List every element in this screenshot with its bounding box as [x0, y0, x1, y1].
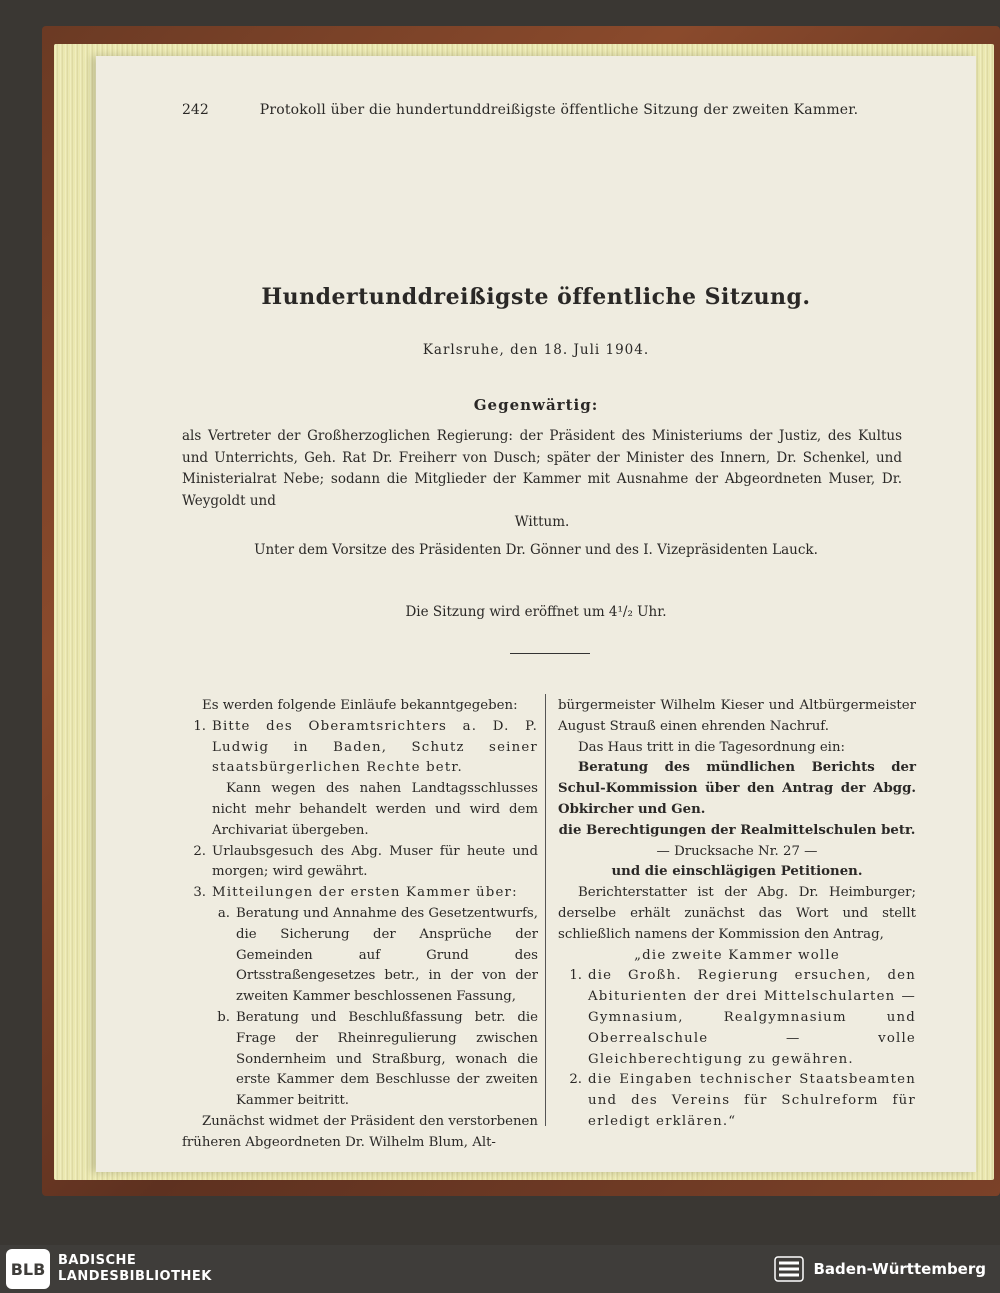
motion-item	[558, 1070, 916, 1132]
bw-branding[interactable]	[773, 1255, 986, 1283]
item-continuation: Kann wegen des nahen Landtagsschlusses nicht mehr behandelt werden und wird dem Archivariat übergeben.	[212, 781, 538, 838]
item-text: die Eingaben technischer Staatsbeamten und des Vereins für Schulreform für erledigt erklären.“	[588, 1072, 916, 1129]
item-text: Mitteilungen der ersten Kammer über:	[212, 885, 518, 901]
agenda-line: Das Haus tritt in die Tagesordnung ein:	[578, 739, 845, 755]
item-text: die Großh. Regierung ersuchen, den Abiturienten der drei Mittelschularten — Gymnasium, Realgymnasium und Oberrealschule — volle Gleichberechtigung zu gewähren.	[588, 968, 916, 1067]
blb-name-line1: BADISCHE	[58, 1253, 137, 1268]
blb-logo: BLB	[6, 1249, 50, 1289]
blb-name	[58, 1253, 212, 1285]
bw-label: Baden-Württemberg	[813, 1260, 986, 1278]
present-heading: Gegenwärtig:	[473, 396, 599, 414]
document-page	[96, 56, 976, 1172]
list-item	[182, 842, 538, 884]
right-column	[558, 696, 916, 1133]
item-number: 2.	[193, 843, 206, 859]
presidency-line: Unter dem Vorsitze des Präsidenten Dr. Gönner und des I. Vizepräsidenten Lauck.	[254, 542, 818, 558]
present-text: als Vertreter der Großherzoglichen Regierung: der Präsident des Ministeriums der Justiz, des Kultus und Unterrichts, Geh. Rat Dr. Freiherr von Dusch; später der Minister des Innern, Dr. Schenkel, und Ministerialrat Nebe; sodann die Mitglieder der Kammer mit Ausnahme der Abgeordneten Muser, Dr. Weygoldt und	[182, 428, 902, 509]
report-subject: die Berechtigungen der Realmittelschulen betr.	[558, 822, 916, 838]
petitions-line: und die einschlägigen Petitionen.	[611, 864, 863, 880]
item-number: 2.	[569, 1072, 582, 1088]
left-column	[182, 696, 538, 1154]
motion-item	[558, 966, 916, 1070]
section-divider	[510, 653, 590, 654]
list-item	[182, 883, 538, 904]
item-number: 1.	[569, 968, 582, 984]
running-title: Protokoll über die hundertunddreißigste öffentliche Sitzung der zweiten Kammer.	[259, 102, 859, 118]
column-divider	[545, 694, 546, 1126]
item-text: Bitte des Oberamtsrichters a. D. P. Ludwig in Baden, Schutz seiner staatsbürgerlichen Rechte betr.	[212, 718, 538, 776]
list-subitem	[182, 904, 538, 1008]
drucksache-line: — Drucksache Nr. 27 —	[656, 843, 818, 859]
item-letter: b.	[217, 1009, 230, 1025]
item-number: 3.	[193, 885, 206, 901]
item-text: Beratung und Beschlußfassung betr. die Frage der Rheinregulierung zwischen Sondernheim und Straßburg, wonach die erste Kammer dem Beschlusse der zweiten Kammer beitritt.	[236, 1009, 538, 1109]
viewer-footer	[0, 1245, 1000, 1293]
blb-branding[interactable]	[6, 1249, 212, 1289]
memorial-continuation: bürgermeister Wilhelm Kieser und Altbürgermeister August Strauß einen ehrenden Nachruf.	[558, 698, 916, 734]
lions-icon	[773, 1255, 805, 1283]
opening-line: Die Sitzung wird eröffnet um 4¹/₂ Uhr.	[405, 604, 667, 620]
present-paragraph	[182, 426, 902, 534]
page-header	[182, 102, 896, 118]
memorial-paragraph: Zunächst widmet der Präsident den verstorbenen früheren Abgeordneten Dr. Wilhelm Blum, Alt-	[182, 1113, 538, 1150]
list-item	[182, 717, 538, 779]
motion-intro: „die zweite Kammer wolle	[634, 947, 840, 963]
blb-name-line2: LANDESBIBLIOTHEK	[58, 1269, 212, 1284]
report-heading: Beratung des mündlichen Berichts der Schul-Kommission über den Antrag der Abgg. Obkircher und Gen.	[558, 760, 916, 817]
item-letter: a.	[217, 905, 230, 921]
present-last-line: Wittum.	[514, 514, 570, 530]
item-text: Urlaubsgesuch des Abg. Muser für heute und morgen; wird gewährt.	[212, 843, 538, 880]
place-date: Karlsruhe, den 18. Juli 1904.	[422, 342, 650, 358]
session-title: Hundertunddreißigste öffentliche Sitzung.	[261, 284, 811, 310]
page-number: 242	[182, 102, 209, 118]
item-text: Beratung und Annahme des Gesetzentwurfs, die Sicherung der Ansprüche der Gemeinden auf Grund des Ortsstraßengesetzes betr., in der von der zweiten Kammer beschlossenen Fassung,	[236, 905, 538, 1005]
item-number: 1.	[193, 718, 206, 734]
announcements-intro: Es werden folgende Einläufe bekanntgegeben:	[202, 698, 518, 713]
reporter-paragraph: Berichterstatter ist der Abg. Dr. Heimburger; derselbe erhält zunächst das Wort und stellt schließlich namens der Kommission den Antrag,	[558, 885, 916, 942]
list-subitem	[182, 1008, 538, 1112]
